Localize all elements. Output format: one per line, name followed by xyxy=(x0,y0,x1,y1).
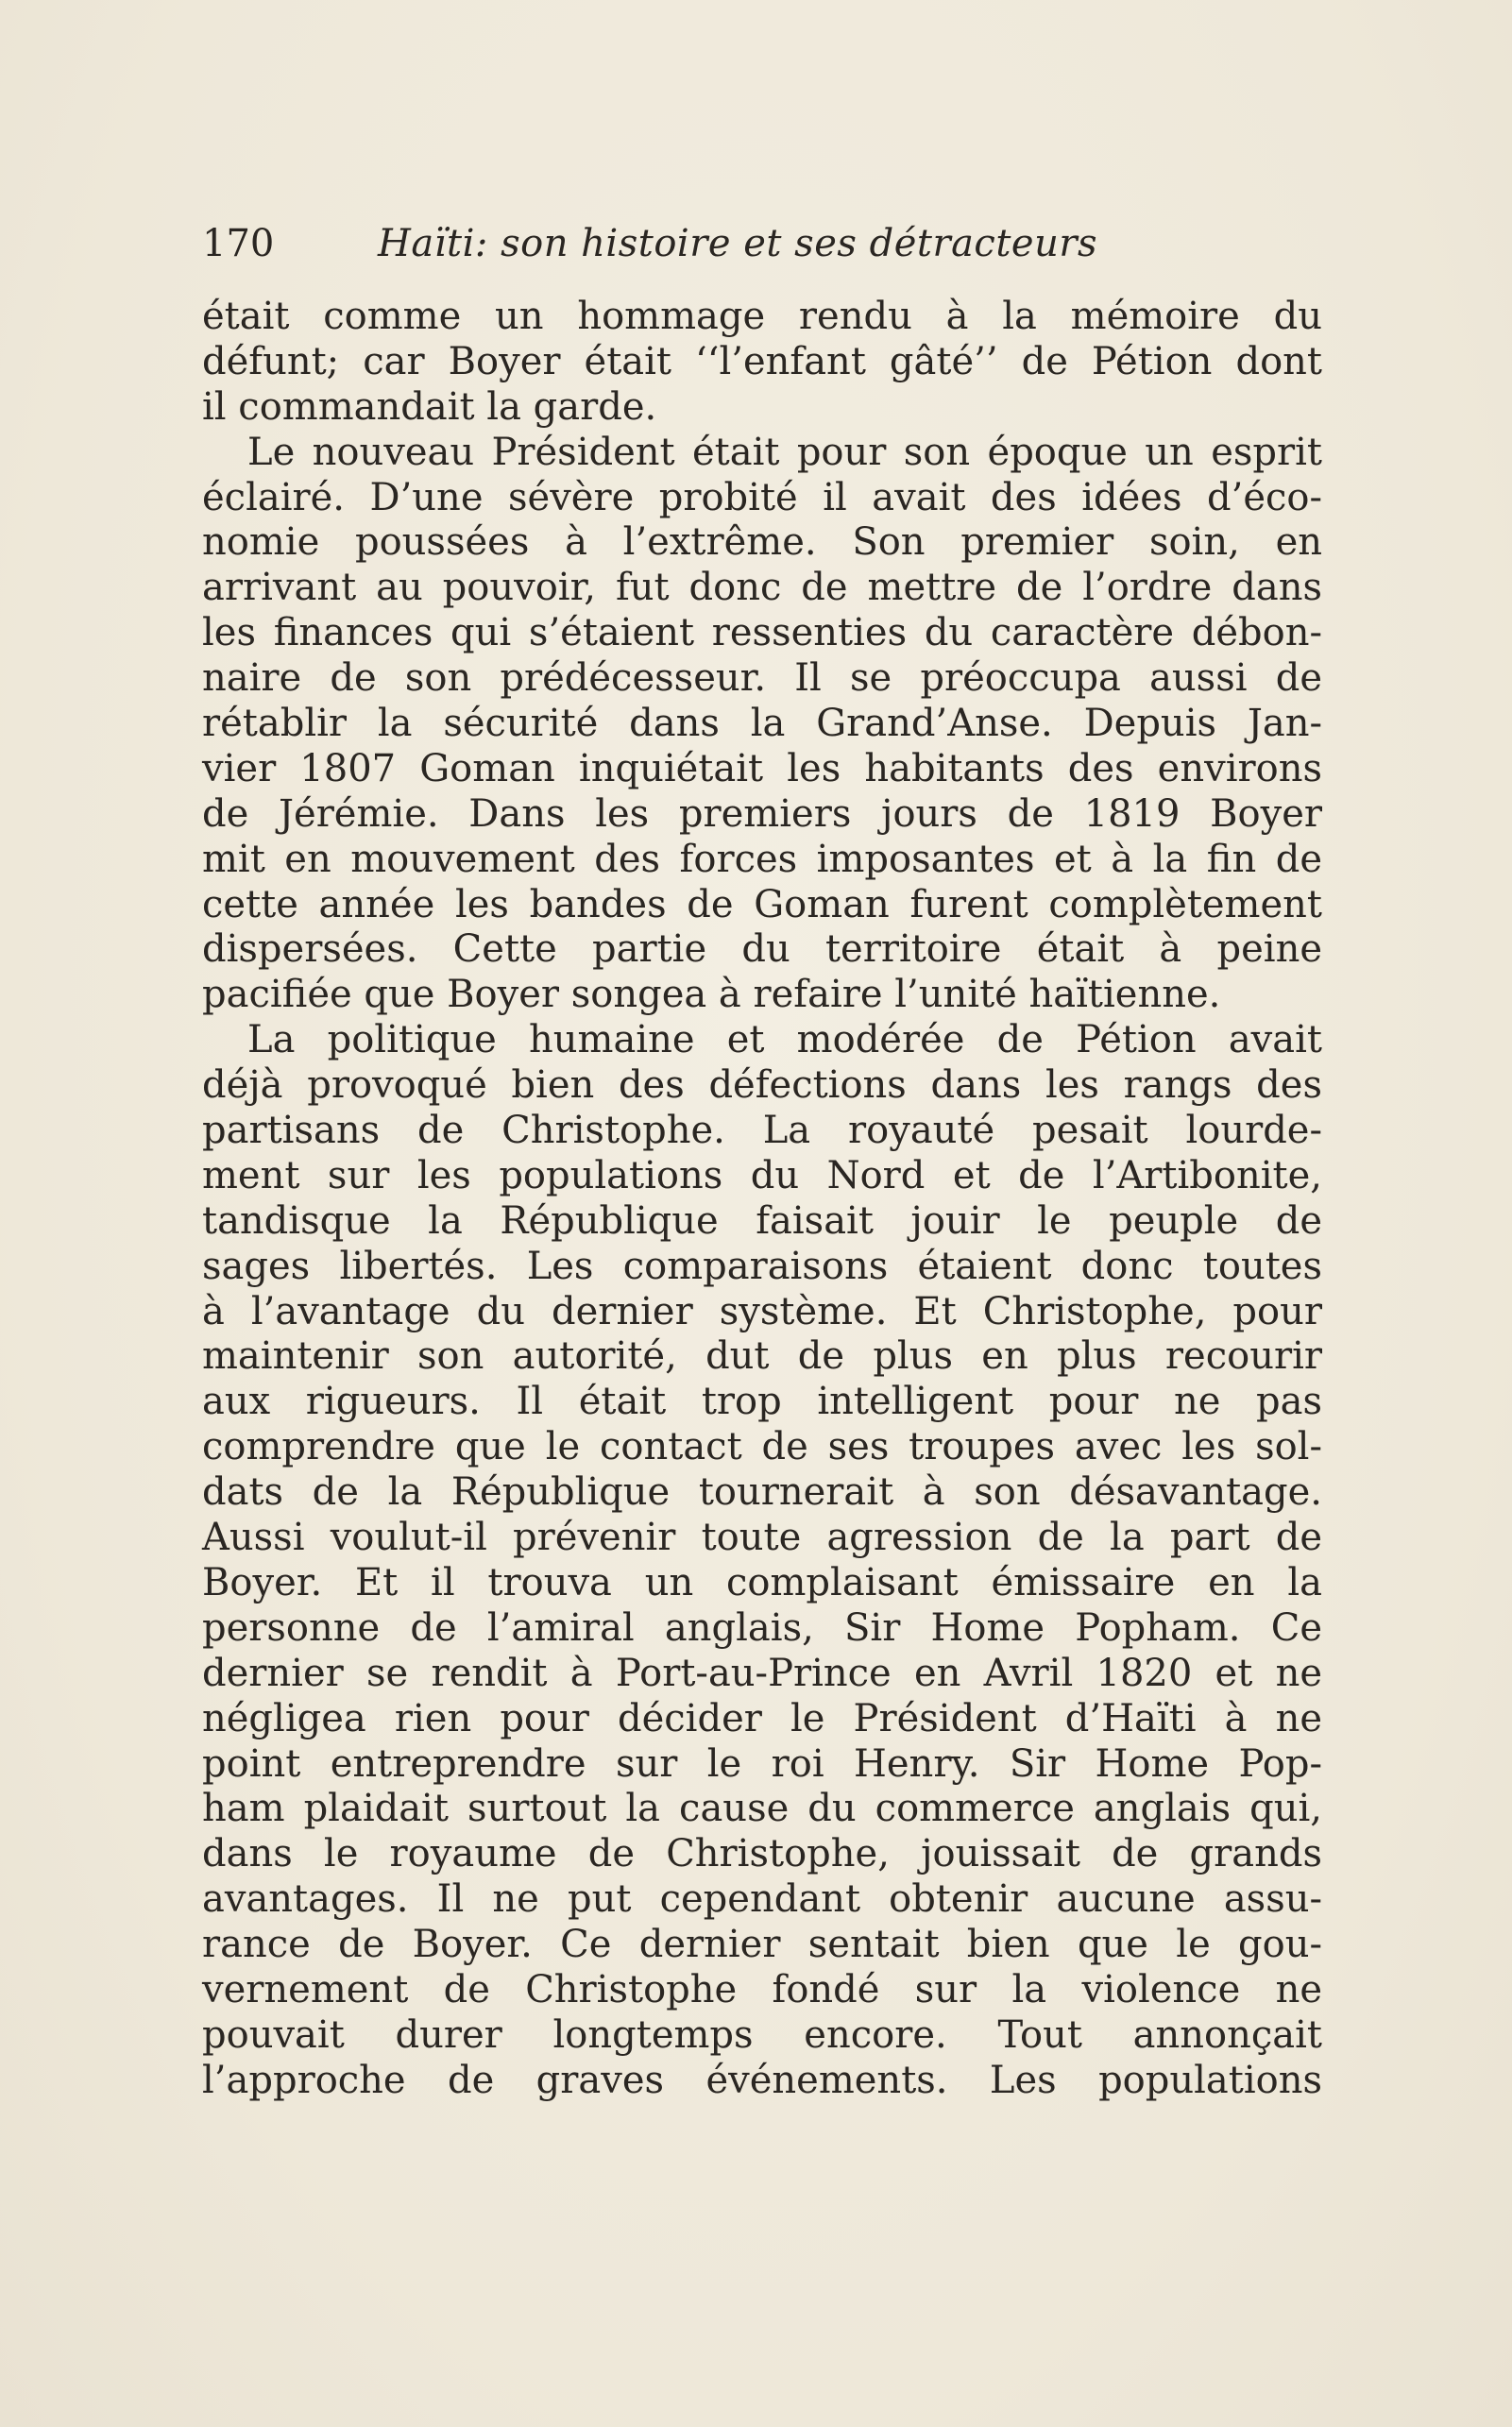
text-line: vernement de Christophe fondé sur la violence ne xyxy=(202,1967,1322,2011)
text-line: maintenir son autorité, dut de plus en plus recourir xyxy=(202,1334,1322,1379)
text-line: La politique humaine et modérée de Pétion avait xyxy=(247,1018,1322,1062)
text-line: vier 1807 Goman inquiétait les habitants des environs xyxy=(202,746,1322,790)
text-line: pouvait durer longtemps encore. Tout annonçait xyxy=(202,2012,1322,2057)
text-line: Le nouveau Président était pour son époque un esprit xyxy=(247,430,1322,474)
text-line: dans le royaume de Christophe, jouissait de grands xyxy=(202,1832,1322,1876)
page-header xyxy=(202,215,1317,272)
body-text xyxy=(202,295,1322,2104)
text-line: naire de son prédécesseur. Il se préoccupa aussi de xyxy=(202,656,1322,701)
text-line: Boyer. Et il trouva un complaisant émissaire en la xyxy=(202,1560,1322,1604)
text-line: pacifiée que Boyer songea à refaire l’unité haïtienne. xyxy=(202,973,1221,1017)
text-line: il commandait la garde. xyxy=(202,384,657,429)
text-line: dernier se rendit à Port-au-Prince en Avril 1820 et ne xyxy=(202,1651,1322,1695)
text-line: ment sur les populations du Nord et de l’Artibonite, xyxy=(202,1153,1322,1197)
text-line: négligea rien pour décider le Président d’Haïti à ne xyxy=(202,1696,1322,1740)
text-line: ham plaidait surtout la cause du commerce anglais qui, xyxy=(202,1787,1322,1831)
text-line: partisans de Christophe. La royauté pesait lourde- xyxy=(202,1109,1322,1153)
text-line: de Jérémie. Dans les premiers jours de 1819 Boyer xyxy=(202,791,1322,836)
text-line: tandisque la République faisait jouir le peuple de xyxy=(202,1198,1322,1243)
text-line: sages libertés. Les comparaisons étaient donc toutes xyxy=(202,1244,1322,1288)
running-title: Haïti: son histoire et ses détracteurs xyxy=(378,222,1097,265)
text-line: dispersées. Cette partie du territoire était à peine xyxy=(202,927,1322,972)
text-line: déjà provoqué bien des défections dans les rangs des xyxy=(202,1063,1322,1108)
text-line: avantages. Il ne put cependant obtenir aucune assu- xyxy=(202,1877,1322,1922)
text-line: personne de l’amiral anglais, Sir Home Popham. Ce xyxy=(202,1605,1322,1650)
text-line: éclairé. D’une sévère probité il avait des idées d’éco- xyxy=(202,475,1322,519)
text-line: cette année les bandes de Goman furent complètement xyxy=(202,882,1322,926)
text-line: était comme un hommage rendu à la mémoire du xyxy=(202,295,1322,338)
text-line: nomie poussées à l’extrême. Son premier soin, en xyxy=(202,520,1322,565)
text-line: rétablir la sécurité dans la Grand’Anse. Depuis Jan- xyxy=(202,702,1322,746)
text-line: rance de Boyer. Ce dernier sentait bien que le gou- xyxy=(202,1923,1322,1967)
text-line: Aussi voulut-il prévenir toute agression de la part de xyxy=(202,1516,1322,1560)
text-line: les finances qui s’étaient ressenties du caractère débon- xyxy=(202,611,1322,655)
text-line: mit en mouvement des forces imposantes et à la fin de xyxy=(202,837,1322,881)
text-line: aux rigueurs. Il était trop intelligent pour ne pas xyxy=(202,1380,1322,1424)
text-line: défunt; car Boyer était ‘‘l’enfant gâté’’ de Pétion dont xyxy=(202,339,1322,383)
text-line: dats de la République tournerait à son désavantage. xyxy=(202,1470,1322,1515)
text-line: l’approche de graves événements. Les populations xyxy=(202,2058,1322,2102)
text-line: point entreprendre sur le roi Henry. Sir Home Pop- xyxy=(202,1741,1322,1786)
text-line: à l’avantage du dernier système. Et Christophe, pour xyxy=(202,1289,1322,1333)
text-line: arrivant au pouvoir, fut donc de mettre de l’ordre dans xyxy=(202,566,1322,610)
page-number: 170 xyxy=(202,222,275,265)
text-line: comprendre que le contact de ses troupes avec les sol- xyxy=(202,1425,1322,1469)
